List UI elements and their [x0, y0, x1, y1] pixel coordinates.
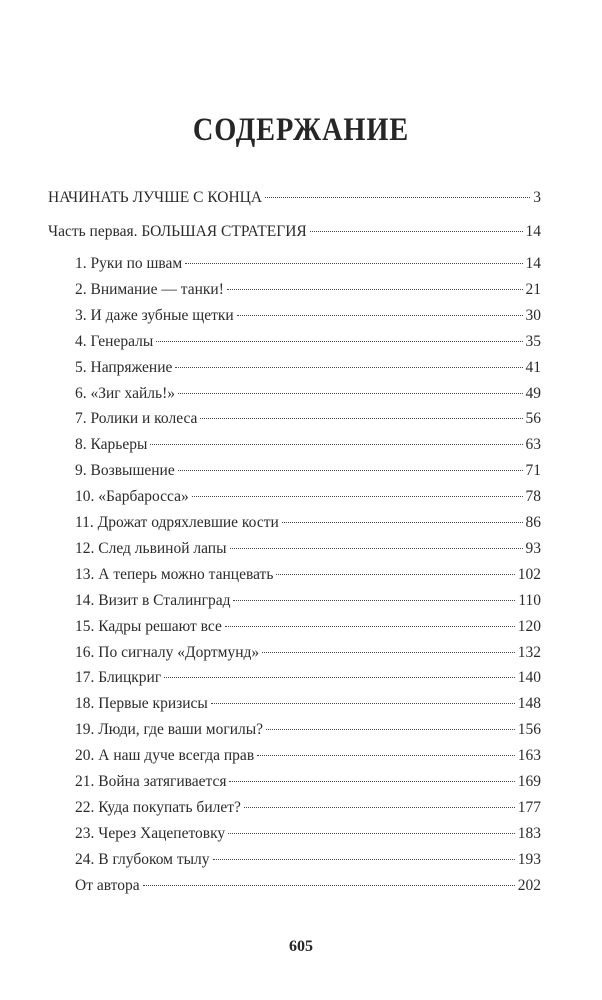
toc-entry-title: 8. Карьеры: [75, 436, 148, 454]
toc-entry-title: НАЧИНАТЬ ЛУЧШЕ С КОНЦА: [48, 189, 263, 206]
toc-entry-page: 102: [517, 565, 541, 583]
toc-entry: [75, 824, 541, 844]
dot-leader: [185, 263, 522, 264]
toc-entry: [75, 332, 541, 352]
toc-entry-page: 177: [517, 798, 541, 816]
dot-leader: [230, 548, 523, 549]
toc-entry-title: 13. А теперь можно танцевать: [75, 565, 274, 583]
toc-entry-page: 93: [525, 539, 541, 557]
toc-entry-title: 4. Генералы: [75, 332, 154, 350]
toc-entry-page: 14: [525, 255, 541, 272]
dot-leader: [228, 833, 515, 834]
toc-entry: [75, 306, 541, 326]
dot-leader: [262, 652, 515, 653]
toc-entry-title: 23. Через Хацепетовку: [75, 824, 226, 842]
toc-entry-title: 6. «Зиг хайль!»: [75, 384, 175, 402]
dot-leader: [178, 393, 523, 394]
toc-entry: [75, 539, 541, 559]
dot-leader: [150, 444, 522, 445]
toc-entry-title: 19. Люди, где ваши могилы?: [75, 721, 264, 739]
toc-entry-page: 202: [517, 876, 541, 894]
toc-entry-title: 11. Дрожат одряхлевшие кости: [75, 514, 279, 531]
dot-leader: [310, 231, 523, 232]
toc-entry: [75, 643, 541, 663]
toc-entry-page: 14: [525, 223, 541, 240]
toc-entry-title: 2. Внимание — танки!: [75, 280, 224, 298]
toc-entry-page: 163: [517, 747, 541, 765]
toc-entry: [75, 798, 541, 818]
toc-entry-title: 17. Блицкриг: [75, 669, 162, 687]
page-number: 605: [289, 938, 313, 955]
toc-entry-title: 1. Руки по швам: [75, 255, 183, 272]
dot-leader: [257, 755, 515, 756]
toc-entry-page: 63: [525, 436, 541, 454]
toc-entry: [75, 461, 541, 481]
dot-leader: [265, 197, 530, 198]
toc-entry-title: 18. Первые кризисы: [75, 695, 208, 713]
dot-leader: [164, 677, 515, 678]
toc-entry-title: 7. Ролики и колеса: [75, 410, 198, 428]
toc-entry: [75, 409, 541, 429]
toc-entry: [75, 565, 541, 585]
toc-entry-page: 183: [517, 824, 541, 842]
toc-entry: [75, 668, 541, 688]
toc-entry-title: Часть первая. БОЛЬШАЯ СТРАТЕГИЯ: [48, 223, 307, 240]
toc-entry: [75, 358, 541, 378]
dot-leader: [233, 600, 515, 601]
toc-entry: [75, 694, 541, 714]
toc-entry: [75, 435, 541, 455]
dot-leader: [211, 703, 515, 704]
dot-leader: [192, 496, 523, 497]
toc-entry-intro: [48, 188, 541, 208]
dot-leader: [213, 859, 515, 860]
toc-entry-page: 35: [525, 332, 541, 350]
toc-entry-part: [48, 222, 541, 242]
toc-entry: [75, 384, 541, 404]
toc-entry-title: 20. А наш дуче всегда прав: [75, 747, 255, 765]
toc-entry-page: 86: [525, 514, 541, 531]
dot-leader: [227, 289, 523, 290]
toc-entry: [75, 746, 541, 766]
toc-entry: [75, 772, 541, 792]
dot-leader: [237, 315, 523, 316]
toc-entry-title: 15. Кадры решают все: [75, 617, 222, 635]
dot-leader: [175, 367, 522, 368]
toc-entry-title: 9. Возвышение: [75, 462, 175, 480]
dot-leader: [143, 885, 515, 886]
toc-entry-title: 14. Визит в Сталинград: [75, 591, 231, 609]
toc-entry: [75, 487, 541, 507]
dot-leader: [282, 522, 523, 523]
page-title: СОДЕРЖАНИЕ: [192, 112, 410, 148]
toc-entry-page: 132: [517, 643, 541, 661]
toc-entry-page: 148: [517, 695, 541, 713]
toc-entry-title: 3. И даже зубные щетки: [75, 306, 234, 324]
toc-entry-page: 156: [517, 721, 541, 739]
toc-entry-title: 24. В глубоком тылу: [75, 850, 210, 868]
toc-entry: [75, 591, 541, 611]
dot-leader: [178, 470, 523, 471]
toc-entry-page: 193: [517, 850, 541, 868]
dot-leader: [229, 781, 514, 782]
toc-entry-title: 21. Война затягивается: [75, 773, 227, 790]
toc-entry-page: 140: [517, 669, 541, 687]
toc-entry-page: 21: [525, 280, 541, 298]
dot-leader: [266, 729, 515, 730]
toc-entry-title: 12. След львиной лапы: [75, 539, 227, 557]
toc-entry-title: 16. По сигналу «Дортмунд»: [75, 643, 260, 661]
toc-entry-page: 120: [517, 617, 541, 635]
dot-leader: [276, 574, 514, 575]
toc-entry-title: От автора: [75, 876, 140, 894]
toc-entry: [75, 720, 541, 740]
toc-entry-page: 169: [517, 773, 541, 790]
toc-entry-page: 41: [525, 358, 541, 376]
toc-entry-page: 71: [525, 462, 541, 480]
toc-entry: [75, 254, 541, 274]
toc-entry: [75, 280, 541, 300]
toc-entry-page: 49: [525, 384, 541, 402]
toc-entry-title: 5. Напряжение: [75, 358, 173, 376]
toc-entry: [75, 617, 541, 637]
toc-entry: [75, 850, 541, 870]
toc-entry-page: 3: [533, 189, 541, 206]
dot-leader: [225, 626, 515, 627]
toc-entry: [75, 513, 541, 533]
dot-leader: [156, 341, 522, 342]
toc-entry-title: 22. Куда покупать билет?: [75, 798, 241, 816]
toc-entry-page: 110: [518, 591, 541, 609]
toc-entry: [75, 876, 541, 896]
toc-entry-page: 30: [525, 306, 541, 324]
dot-leader: [200, 418, 522, 419]
toc-entry-title: 10. «Барбаросса»: [75, 488, 189, 506]
dot-leader: [244, 807, 515, 808]
toc-entry-page: 56: [525, 410, 541, 428]
toc-entry-page: 78: [525, 488, 541, 506]
